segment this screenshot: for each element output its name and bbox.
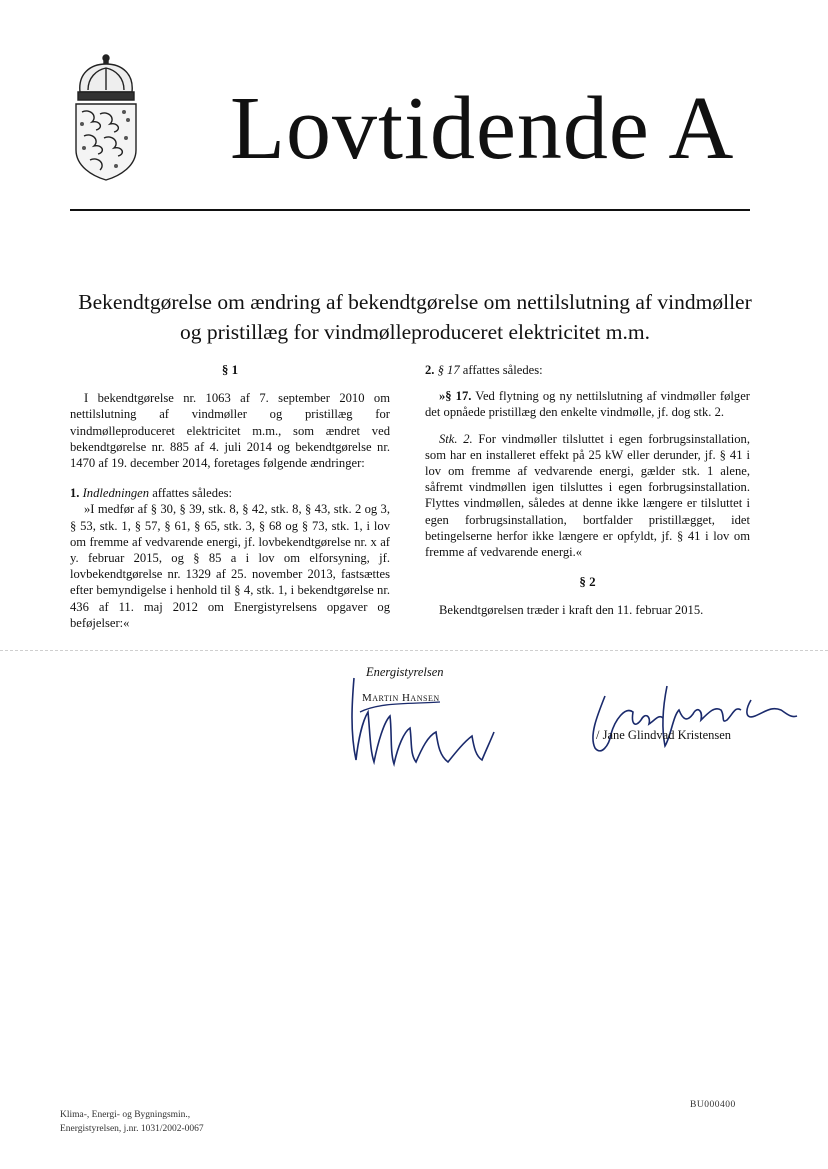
footer-line-1: Klima-, Energi- og Bygningsmin., [60, 1110, 191, 1120]
amendment-2-term: § 17 [437, 363, 460, 377]
signer-1-name: Martin Hansen [362, 692, 440, 704]
amendment-1-body: »I medfør af § 30, § 39, stk. 8, § 42, stk. 8, § 43, stk. 2 og 3, § 53, stk. 1, § 57, § 61, § 65, stk. 3, § 68 og § 73, stk. 1, i lov om fremme af vedvarende energi, jf. lovbekendtgørelse nr. x af y. februar 2015, og § 85 a i lov om elforsyning, jf. lovbekendtgørelse nr. 1329 af 25. november 2013, fastsættes efter bemyndigelse i henhold til § 4, stk. 1, i bekendtgørelse nr. 436 af 11. maj 2012 om Energistyrelsens opgaver og beføjelser:« [70, 502, 390, 630]
stk2-body: For vindmøller tilsluttet i egen forbrugsinstallation, som har en installeret effekt på 25 kW eller derunder, jf. § 41 i lov om fremme af vedvarende energi, gælder stk. 1 alene, såfremt vindmøllen igen tilsluttes i egen forbrugsinstallation. Flyttes vindmøllen, således at denne ikke længere er tilsluttet i egen forbrugsinstallation, bortfalder pristillægget, idet betingelserne herfor ikke længere er opfyldt, jf. § 41 i lov om fremme af vedvarende energi.« [425, 431, 750, 560]
section-2-heading: § 2 [579, 574, 596, 590]
agency-name: Energistyrelsen [366, 665, 444, 679]
amendment-2-heading [425, 362, 750, 378]
title-line-2: og pristillæg for vindmølleproduceret elektricitet m.m. [180, 320, 650, 344]
left-column [70, 362, 390, 631]
masthead-title: Lovtidende A [230, 79, 735, 178]
amendment-2-number: 2. [425, 363, 435, 377]
amendment-1-term: Indledningen [82, 486, 150, 501]
footer-reference [60, 1108, 204, 1136]
document-title [60, 287, 770, 347]
paragraph-17 [425, 388, 750, 420]
effective-date-text: Bekendtgørelsen træder i kraft den 11. februar 2015. [439, 603, 704, 618]
section-1-intro: I bekendtgørelse nr. 1063 af 7. september 2010 om nettilslutning af vindmøller og pristillæg for vindmølleproduceret elektricitet m.m., som ændret ved bekendtgørelse nr. 885 af 4. juli 2014 og bekendtgørelse nr. 1470 af 19. december 2014, foretages følgende ændringer: [70, 391, 390, 471]
stk2-lead: Stk. 2. [439, 431, 473, 446]
title-line-1: Bekendtgørelse om ændring af bekendtgørelse om nettilslutning af vindmøller [78, 290, 752, 314]
document-code: BU000400 [690, 1100, 736, 1110]
header-rule [70, 209, 750, 211]
paragraph-17-lead: »§ 17. [439, 389, 472, 404]
royal-coat-of-arms-icon [70, 52, 142, 182]
section-1-heading: § 1 [221, 362, 239, 377]
amendment-1-number: 1. [70, 486, 80, 501]
amendment-1-suffix: affattes således: [149, 486, 233, 501]
footer-line-2: Energistyrelsen, j.nr. 1031/2002-0067 [60, 1124, 204, 1134]
handwritten-signature-2 [575, 676, 800, 761]
amendment-1-heading [70, 485, 390, 501]
amendment-2-suffix: affattes således: [459, 363, 543, 377]
right-column [425, 362, 750, 619]
paragraph-17-stk2 [425, 431, 750, 561]
handwritten-signature-1 [340, 672, 500, 772]
signer-2-name: / Jane Glindvad Kristensen [596, 728, 732, 742]
paragraph-17-body: Ved flytning og ny nettilslutning af vindmøller følger det opnåede pristillæg den enkelte vindmølle, jf. dog stk. 2. [425, 389, 751, 420]
separator-line [0, 650, 828, 651]
